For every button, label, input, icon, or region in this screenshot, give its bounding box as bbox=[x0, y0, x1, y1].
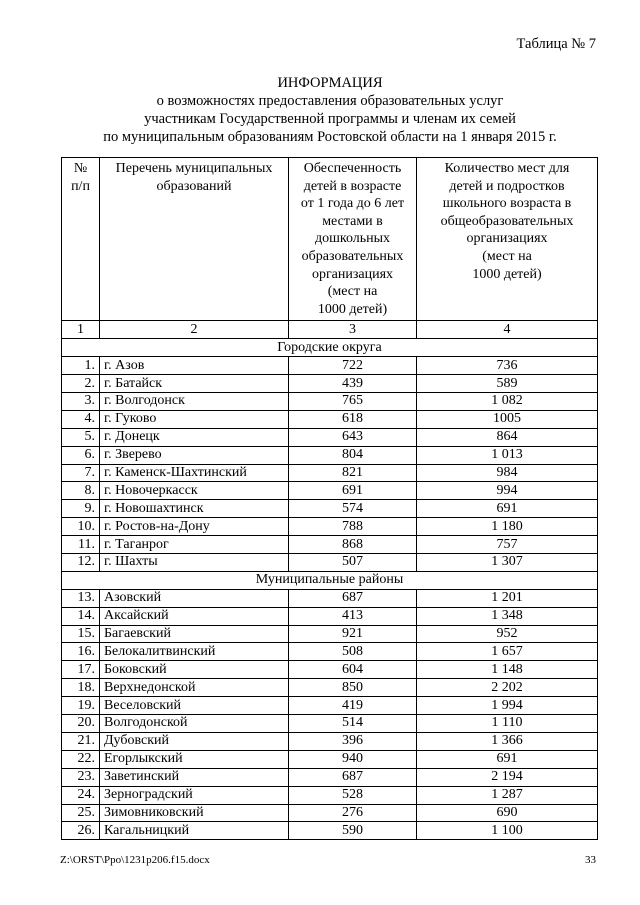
row-number: 6. bbox=[62, 446, 100, 464]
municipality-name: г. Волгодонск bbox=[100, 393, 289, 411]
column-number-1: 1 bbox=[62, 321, 100, 339]
preschool-value: 574 bbox=[289, 500, 417, 518]
preschool-value: 604 bbox=[289, 661, 417, 679]
municipality-name: г. Батайск bbox=[100, 375, 289, 393]
school-value: 691 bbox=[417, 750, 598, 768]
municipality-name: Боковский bbox=[100, 661, 289, 679]
table-row bbox=[62, 375, 598, 393]
municipality-name: Зимовниковский bbox=[100, 804, 289, 822]
preschool-value: 413 bbox=[289, 607, 417, 625]
school-value: 736 bbox=[417, 357, 598, 375]
school-value: 757 bbox=[417, 536, 598, 554]
table-row bbox=[62, 464, 598, 482]
table-row bbox=[62, 750, 598, 768]
section-row bbox=[62, 339, 598, 357]
table-row bbox=[62, 822, 598, 840]
municipality-name: Верхнедонской bbox=[100, 679, 289, 697]
municipality-name: Зерноградский bbox=[100, 786, 289, 804]
municipality-name: г. Ростов-на-Дону bbox=[100, 518, 289, 536]
school-value: 1 201 bbox=[417, 589, 598, 607]
school-value: 1 994 bbox=[417, 697, 598, 715]
preschool-value: 921 bbox=[289, 625, 417, 643]
row-number: 16. bbox=[62, 643, 100, 661]
row-number: 5. bbox=[62, 428, 100, 446]
school-value: 1 148 bbox=[417, 661, 598, 679]
section-title: Муниципальные районы bbox=[62, 571, 598, 589]
school-value: 1 307 bbox=[417, 554, 598, 572]
school-value: 1 348 bbox=[417, 607, 598, 625]
row-number: 13. bbox=[62, 589, 100, 607]
row-number: 3. bbox=[62, 393, 100, 411]
header-row bbox=[62, 158, 598, 321]
preschool-value: 618 bbox=[289, 410, 417, 428]
municipality-name: Егорлыкский bbox=[100, 750, 289, 768]
preschool-value: 419 bbox=[289, 697, 417, 715]
header-preschool: Обеспеченность детей в возрасте от 1 года до 6 лет местами в дошкольных образовательных организациях (мест на 1000 детей) bbox=[289, 158, 417, 321]
row-number: 4. bbox=[62, 410, 100, 428]
municipality-name: г. Новочеркасск bbox=[100, 482, 289, 500]
table-row bbox=[62, 410, 598, 428]
school-value: 1 366 bbox=[417, 732, 598, 750]
row-number: 8. bbox=[62, 482, 100, 500]
row-number: 20. bbox=[62, 715, 100, 733]
municipality-name: Веселовский bbox=[100, 697, 289, 715]
column-number-2: 2 bbox=[100, 321, 289, 339]
preschool-value: 276 bbox=[289, 804, 417, 822]
municipality-name: г. Шахты bbox=[100, 554, 289, 572]
table-row bbox=[62, 625, 598, 643]
preschool-value: 643 bbox=[289, 428, 417, 446]
preschool-value: 868 bbox=[289, 536, 417, 554]
row-number: 17. bbox=[62, 661, 100, 679]
info-table bbox=[61, 157, 598, 840]
table-row bbox=[62, 661, 598, 679]
preschool-value: 507 bbox=[289, 554, 417, 572]
municipality-name: Аксайский bbox=[100, 607, 289, 625]
school-value: 2 194 bbox=[417, 768, 598, 786]
row-number: 15. bbox=[62, 625, 100, 643]
header-municipality: Перечень муниципальных образований bbox=[100, 158, 289, 321]
municipality-name: Дубовский bbox=[100, 732, 289, 750]
title-line-2: о возможностях предоставления образовательных услуг bbox=[156, 93, 504, 109]
preschool-value: 439 bbox=[289, 375, 417, 393]
table-number-label: Таблица № 7 bbox=[516, 36, 596, 52]
preschool-value: 765 bbox=[289, 393, 417, 411]
municipality-name: г. Новошахтинск bbox=[100, 500, 289, 518]
row-number: 21. bbox=[62, 732, 100, 750]
title-line-1: ИНФОРМАЦИЯ bbox=[277, 75, 383, 91]
row-number: 24. bbox=[62, 786, 100, 804]
table-row bbox=[62, 536, 598, 554]
school-value: 2 202 bbox=[417, 679, 598, 697]
municipality-name: Кагальницкий bbox=[100, 822, 289, 840]
footer-page-number: 33 bbox=[585, 854, 596, 866]
column-number-4: 4 bbox=[417, 321, 598, 339]
row-number: 22. bbox=[62, 750, 100, 768]
row-number: 1. bbox=[62, 357, 100, 375]
municipality-name: г. Гуково bbox=[100, 410, 289, 428]
document-title bbox=[60, 74, 600, 146]
preschool-value: 514 bbox=[289, 715, 417, 733]
municipality-name: г. Донецк bbox=[100, 428, 289, 446]
school-value: 952 bbox=[417, 625, 598, 643]
municipality-name: Багаевский bbox=[100, 625, 289, 643]
municipality-name: г. Каменск-Шахтинский bbox=[100, 464, 289, 482]
row-number: 11. bbox=[62, 536, 100, 554]
municipality-name: г. Азов bbox=[100, 357, 289, 375]
row-number: 9. bbox=[62, 500, 100, 518]
table-row bbox=[62, 715, 598, 733]
table-row bbox=[62, 482, 598, 500]
school-value: 1 287 bbox=[417, 786, 598, 804]
table-row bbox=[62, 500, 598, 518]
header-school: Количество мест для детей и подростков школьного возраста в общеобразовательных организациях (мест на 1000 детей) bbox=[417, 158, 598, 321]
column-number-3: 3 bbox=[289, 321, 417, 339]
table-row bbox=[62, 768, 598, 786]
school-value: 1005 bbox=[417, 410, 598, 428]
school-value: 1 082 bbox=[417, 393, 598, 411]
table-row bbox=[62, 697, 598, 715]
table-row bbox=[62, 786, 598, 804]
school-value: 690 bbox=[417, 804, 598, 822]
row-number: 18. bbox=[62, 679, 100, 697]
school-value: 1 013 bbox=[417, 446, 598, 464]
row-number: 23. bbox=[62, 768, 100, 786]
municipality-name: Заветинский bbox=[100, 768, 289, 786]
title-line-4: по муниципальным образованиям Ростовской области на 1 января 2015 г. bbox=[103, 129, 557, 145]
table-row bbox=[62, 357, 598, 375]
row-number: 19. bbox=[62, 697, 100, 715]
municipality-name: Азовский bbox=[100, 589, 289, 607]
municipality-name: Волгодонской bbox=[100, 715, 289, 733]
school-value: 1 110 bbox=[417, 715, 598, 733]
footer-file-path: Z:\ORST\Ppo\1231p206.f15.docx bbox=[60, 854, 210, 866]
table-row bbox=[62, 446, 598, 464]
municipality-name: Белокалитвинский bbox=[100, 643, 289, 661]
row-number: 10. bbox=[62, 518, 100, 536]
school-value: 864 bbox=[417, 428, 598, 446]
school-value: 1 100 bbox=[417, 822, 598, 840]
school-value: 1 657 bbox=[417, 643, 598, 661]
preschool-value: 687 bbox=[289, 768, 417, 786]
municipality-name: г. Зверево bbox=[100, 446, 289, 464]
section-title: Городские округа bbox=[62, 339, 598, 357]
school-value: 1 180 bbox=[417, 518, 598, 536]
preschool-value: 508 bbox=[289, 643, 417, 661]
section-row bbox=[62, 571, 598, 589]
column-numbers-row bbox=[62, 321, 598, 339]
preschool-value: 528 bbox=[289, 786, 417, 804]
preschool-value: 722 bbox=[289, 357, 417, 375]
school-value: 984 bbox=[417, 464, 598, 482]
preschool-value: 940 bbox=[289, 750, 417, 768]
school-value: 994 bbox=[417, 482, 598, 500]
title-line-3: участникам Государственной программы и членам их семей bbox=[144, 111, 516, 127]
table-row bbox=[62, 804, 598, 822]
row-number: 7. bbox=[62, 464, 100, 482]
preschool-value: 850 bbox=[289, 679, 417, 697]
preschool-value: 788 bbox=[289, 518, 417, 536]
preschool-value: 691 bbox=[289, 482, 417, 500]
row-number: 26. bbox=[62, 822, 100, 840]
preschool-value: 804 bbox=[289, 446, 417, 464]
preschool-value: 687 bbox=[289, 589, 417, 607]
table-row bbox=[62, 518, 598, 536]
row-number: 25. bbox=[62, 804, 100, 822]
table-row bbox=[62, 589, 598, 607]
table-row bbox=[62, 679, 598, 697]
table-row bbox=[62, 393, 598, 411]
row-number: 14. bbox=[62, 607, 100, 625]
header-number: № п/п bbox=[62, 158, 100, 321]
row-number: 12. bbox=[62, 554, 100, 572]
table-row bbox=[62, 732, 598, 750]
table-row bbox=[62, 607, 598, 625]
preschool-value: 821 bbox=[289, 464, 417, 482]
row-number: 2. bbox=[62, 375, 100, 393]
table-row bbox=[62, 554, 598, 572]
school-value: 691 bbox=[417, 500, 598, 518]
municipality-name: г. Таганрог bbox=[100, 536, 289, 554]
preschool-value: 396 bbox=[289, 732, 417, 750]
table-row bbox=[62, 428, 598, 446]
table-row bbox=[62, 643, 598, 661]
table-body bbox=[62, 339, 598, 840]
school-value: 589 bbox=[417, 375, 598, 393]
preschool-value: 590 bbox=[289, 822, 417, 840]
